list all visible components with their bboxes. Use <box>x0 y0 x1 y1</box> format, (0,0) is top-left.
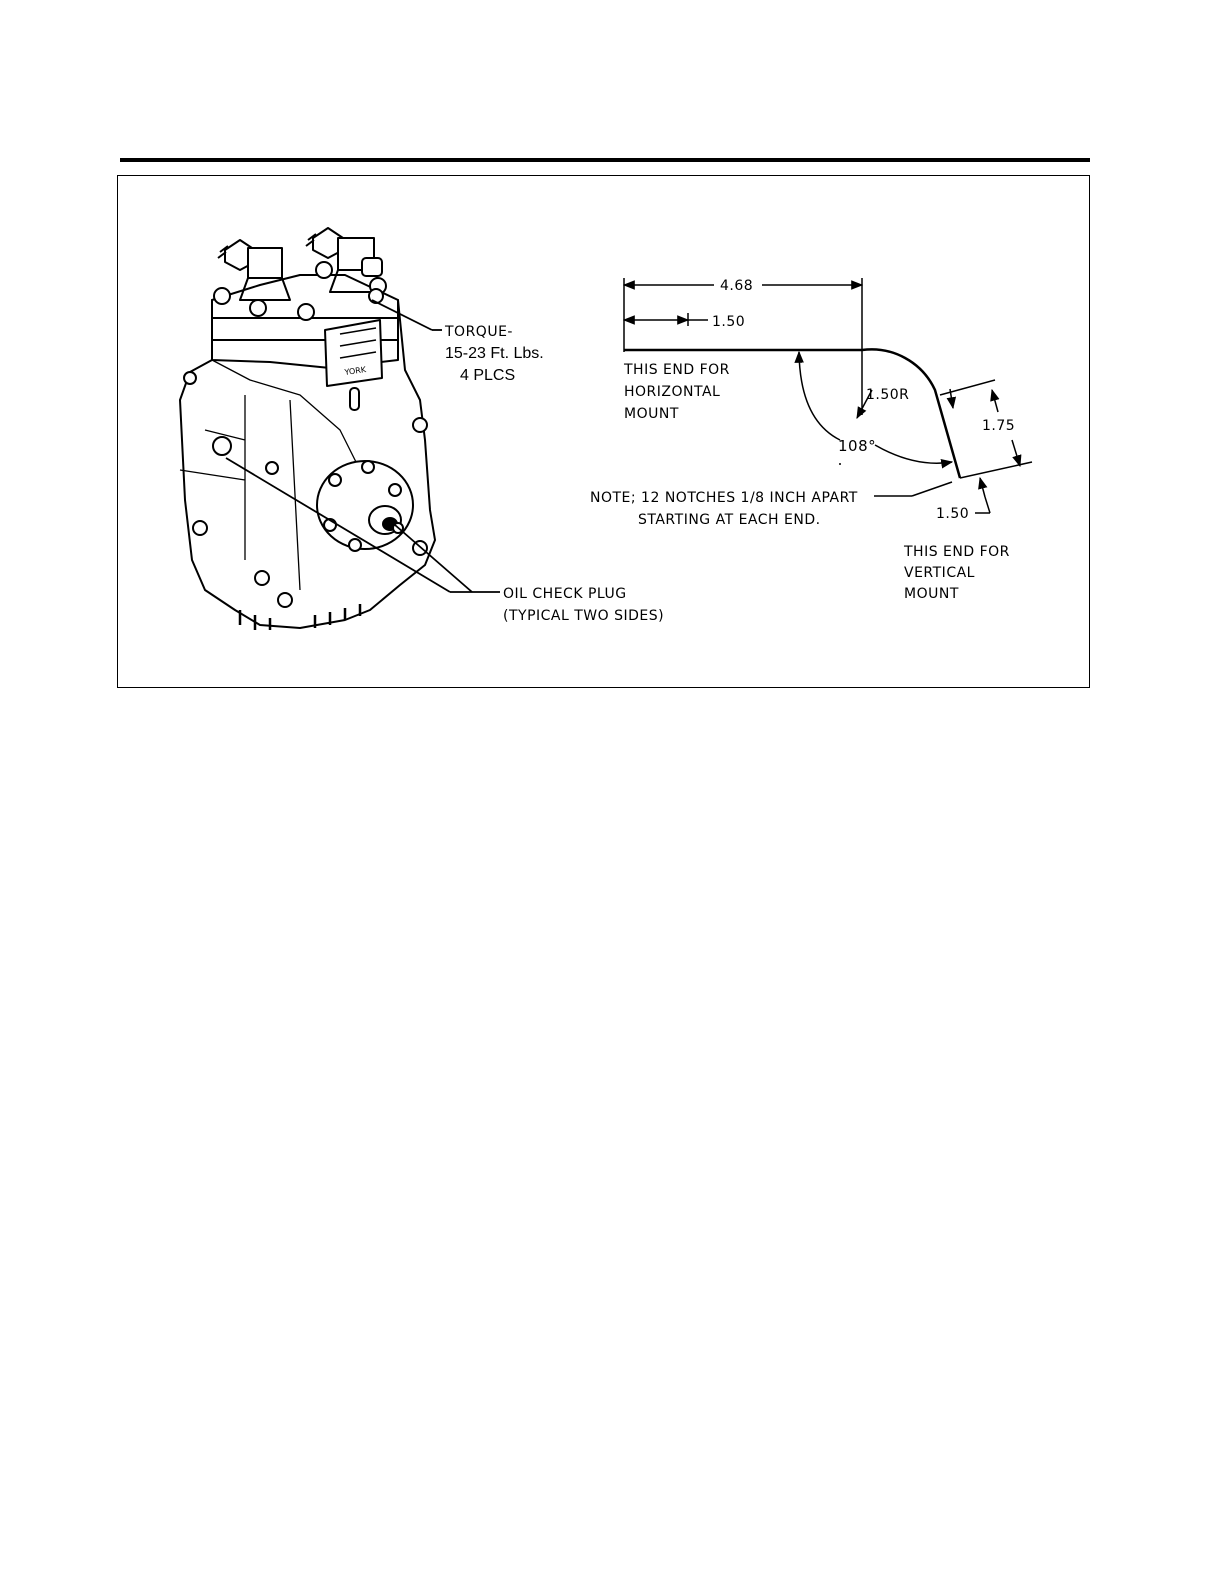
dim-bend-angle: 108° <box>838 437 877 455</box>
notches-note-1: NOTE; 12 NOTCHES 1/8 INCH APART <box>590 490 858 506</box>
dim-overall-length: 4.68 <box>720 278 754 294</box>
shaft-flange <box>317 461 413 551</box>
oil-check-note: (TYPICAL TWO SIDES) <box>503 608 665 624</box>
oil-check-label: OIL CHECK PLUG <box>503 586 627 602</box>
nameplate-brand: YORK <box>344 365 367 377</box>
vertical-end-note-2: VERTICAL <box>904 565 975 581</box>
vertical-end-note-3: MOUNT <box>904 586 959 602</box>
horizontal-end-note-2: HORIZONTAL <box>624 384 721 400</box>
horizontal-end-note-3: MOUNT <box>624 406 679 422</box>
torque-places: 4 PLCS <box>460 367 516 384</box>
torque-range: 15-23 Ft. Lbs. <box>445 345 544 362</box>
dim-vertical-leg: 1.75 <box>982 418 1016 434</box>
compressor-illustration <box>180 228 435 630</box>
horizontal-end-note-1: THIS END FOR <box>624 362 730 378</box>
dim-vertical-end: 1.50 <box>936 506 970 522</box>
nameplate <box>325 320 382 386</box>
torque-label: TORQUE- <box>445 324 513 340</box>
dim-bend-radius: 1.50R <box>866 387 910 403</box>
dim-horizontal-end: 1.50 <box>712 314 746 330</box>
vertical-end-note-1: THIS END FOR <box>904 544 1010 560</box>
bracket-drawing <box>624 278 1032 522</box>
notches-note-2: STARTING AT EACH END. <box>638 512 821 528</box>
